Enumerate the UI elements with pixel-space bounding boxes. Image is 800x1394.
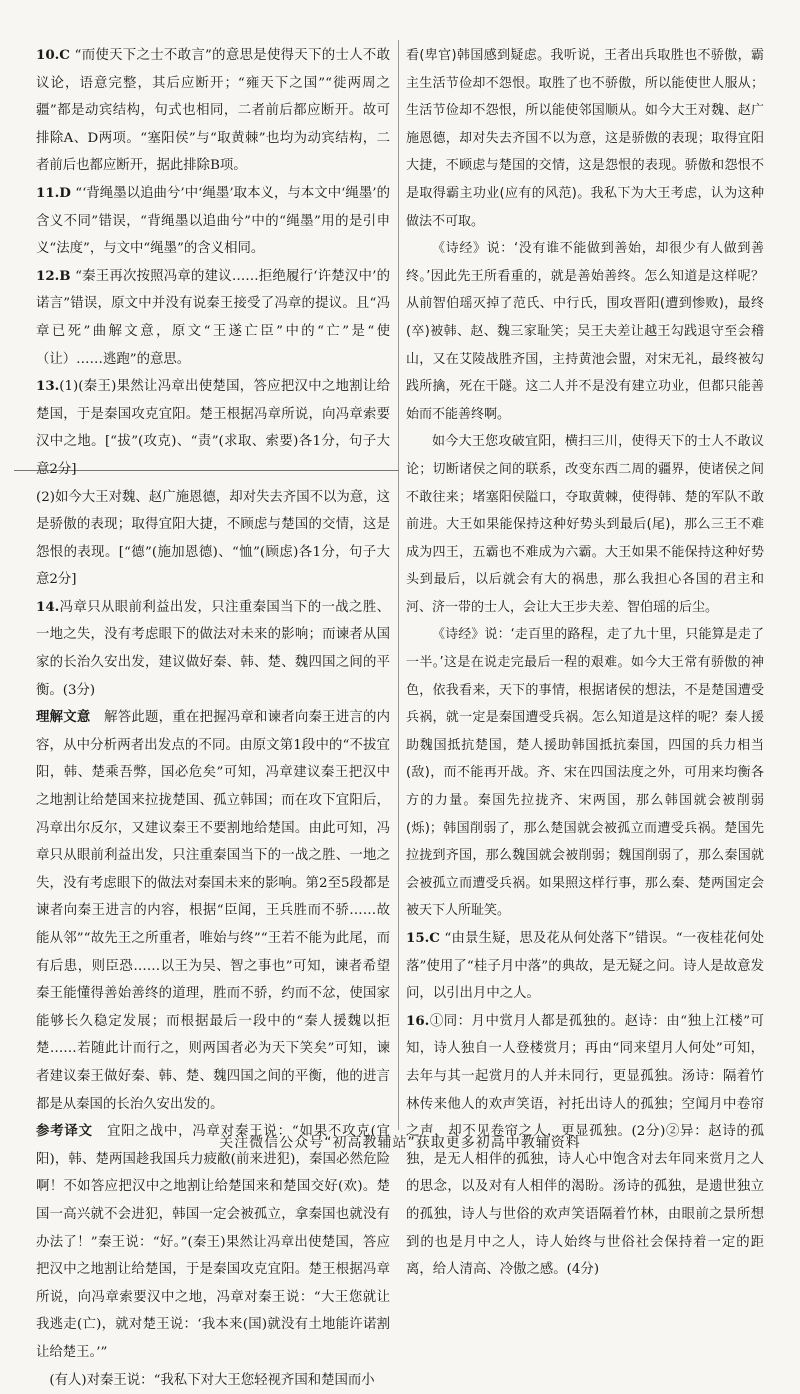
answer-16: 16.①同：月中赏月人都是孤独的。赵诗：由“独上江楼”可知，诗人独自一人登楼赏月；再由“同来望月人何处”可知，去年与其一起赏月的人并未同行，更显孤独。汤诗：隔着竹林传来他人的欢声笑语，衬托出诗人的孤独；空闻月中卷帘之声，却不见卷帘之人，更显孤独。(2分)②异：赵诗的孤独，是无人相伴的孤独，诗人心中饱含对去年同来赏月之人的思念，以及对有人相伴的渴盼。汤诗的孤独，是遗世独立的孤独，诗人与世俗的欢声笑语隔着竹林，由眼前之景所想到的也是月中之人，诗人始终与世俗社会保持着一定的距离，给人清高、冷傲之感。(4分) [406,1008,764,1284]
left-column [36,42,390,1394]
answer-13-2: (2)如今大王对魏、赵广施恩德，却对失去齐国不以为意，这是骄傲的表现；取得宜阳大捷，不顾虑与楚国的交情，这是怨恨的表现。[“德”(施加恩德)、“恤”(顾虑)各1分，句子大意2分] [36,484,390,594]
answer-10: 10.C “而使天下之士不敢言”的意思是使得天下的士人不敢议论，语意完整，其后应断开；“雍天下之国”“徙两周之疆”都是动宾结构，句式也相同，二者前后都应断开。故可排除A、D两项。“塞阳侯”与“取黄棘”也均为动宾结构，二者前后也都应断开，据此排除B项。 [36,42,390,180]
translation-para-4: 《诗经》说：‘走百里的路程，走了九十里，只能算是走了一半。’这是在说走完最后一程的艰难。如今大王常有骄傲的神色，依我看来，天下的事情，根据诸侯的想法，不是楚国遭受兵祸，就一定是秦国遭受兵祸。怎么知道是这样的呢？秦人援助魏国抵抗楚国，楚人援助韩国抵抗秦国，四国的兵力相当(敌)，而不能再开战。齐、宋在四国法度之外，可用来均衡各方的力量。秦国先拉拢齐、宋两国，那么韩国就会被削弱(烁)；韩国削弱了，那么楚国就会被孤立而遭受兵祸。楚国先拉拢到齐国，那么魏国就会被削弱；魏国削弱了，那么秦国就会被孤立而遭受兵祸。如果照这样行事，那么秦、楚两国定会被天下人所耻笑。 [406,621,764,925]
column-divider [398,40,399,1130]
translation-continued: (有人)对秦王说：“我私下对大王您轻视齐国和楚国而小 [36,1367,390,1394]
translation-para-1: 看(卑官)韩国感到疑虑。我听说，王者出兵取胜也不骄傲，霸主生活节俭却不怨恨。取胜了也不骄傲，所以能使世人服从；生活节俭却不怨恨，所以能使邻国顺从。如今大王对魏、赵广施恩德，却对失去齐国不以为意，这是骄傲的表现；取得宜阳大捷，不顾虑与楚国的交情，这是怨恨的表现。骄傲和怨恨不是取得霸主功业(应有的风范)。我私下为大王考虑，认为这种做法不可取。 [406,42,764,235]
right-column [406,42,764,1284]
answer-12: 12.B “秦王再次按照冯章的建议……拒绝履行‘许楚汉中’的诺言”错误，原文中并没有说秦王接受了冯章的提议。且“冯章已死”曲解文意，原文“王遂亡臣”中的“亡”是“使（让）……逃跑”的意思。 [36,263,390,373]
answer-11: 11.D “‘背绳墨以追曲兮’中‘绳墨’取本义，与本文中‘绳墨’的含义不同”错误，“背绳墨以追曲兮”中的“绳墨”用的是引申义“法度”，与文中“绳墨”的含义相同。 [36,180,390,263]
translation-para-2: 《诗经》说：‘没有谁不能做到善始，却很少有人做到善终。’因此先王所看重的，就是善始善终。怎么知道是这样呢？从前智伯瑶灭掉了范氏、中行氏，围攻晋阳(遭到惨败)，最终(卒)被韩、赵、魏三家耻笑；吴王夫差让越王勾践退守至会稽山，又在艾陵战胜齐国，主持黄池会盟，对宋无礼，最终被勾践所擒，死在干隧。这二人并不是没有建立功业，但都只能善始而不能善终啊。 [406,235,764,428]
answer-13-1: 13.(1)(秦王)果然让冯章出使楚国，答应把汉中之地割让给楚国，于是秦国攻克宜阳。楚王根据冯章所说，向冯章索要汉中之地。[“拔”(攻克)、“责”(求取、索要)各1分，句子大意2分] [36,373,390,483]
answer-14: 14.冯章只从眼前利益出发，只注重秦国当下的一战之胜、一地之失，没有考虑眼下的做法对未来的影响；而谏者从国家的长治久安出发，建议做好秦、韩、楚、魏四国之间的平衡。(3分) [36,594,390,704]
comprehension-note: 理解文意 解答此题，重在把握冯章和谏者向秦王进言的内容，从中分析两者出发点的不同。由原文第1段中的“不拔宜阳，韩、楚乘吾弊，国必危矣”可知，冯章建议秦王把汉中之地割让给楚国来拉拢楚国、孤立韩国；而在攻下宜阳后，冯章出尔反尔，又建议秦王不要割地给楚国。由此可知，冯章只从眼前利益出发，只注重秦国当下的一战之胜、一地之失，没有考虑眼下的做法对秦国未来的影响。第2至5段都是谏者向秦王进言的内容，根据“臣闻，王兵胜而不骄……故能从邻”“故先王之所重者，唯始与终”“王若不能为此尾，而有后患，则臣恐……以王为吴、智之事也”可知，谏者希望秦王能懂得善始善终的道理，胜而不骄，约而不忿，使国家能够长久稳定发展；而根据最后一段中的“秦人援魏以拒楚……若随此计而行之，则两国者必为天下笑矣”可知，谏者建议秦王做好秦、韩、楚、魏四国之间的平衡，他的进言都是从秦国的长治久安出发的。 [36,704,390,1118]
answer-15: 15.C “由景生疑，思及花从何处落下”错误。“一夜桂花何处落”使用了“桂子月中落”的典故，是无疑之问。诗人是故意发问，以引出月中之人。 [406,925,764,1008]
translation-start: 参考译文 宜阳之战中，冯章对秦王说：“如果不攻克(宜阳)，韩、楚两国趁我国兵力疲敝(前来进犯)，秦国必然危险啊！不如答应把汉中之地割让给楚国来和楚国交好(欢)。楚国一高兴就不会进犯，韩国一定会被孤立，拿秦国也就没有办法了！”秦王说：“好。”(秦王)果然让冯章出使楚国，答应把汉中之地割让给楚国，于是秦国攻克宜阳。楚王根据冯章所说，向冯章索要汉中之地，冯章对秦王说：“大王您就让我逃走(亡)，就对楚王说：‘我本来(国)就没有土地能许诺割让给楚王。’” [36,1118,390,1366]
footer-notice: 关注微信公众号“初高教辅站”获取更多初高中教辅资料 [0,1132,800,1152]
translation-para-3: 如今大王您攻破宜阳，横扫三川，使得天下的士人不敢议论；切断诸侯之间的联系，改变东西二周的疆界，使诸侯之间不敢往来；堵塞阳侯隘口，夺取黄棘，使得韩、楚的军队不敢前进。大王如果能保持这种好势头到最后(尾)，那么三王不难成为四王，五霸也不难成为六霸。大王如果不能保持这种好势头到最后，以后就会有大的祸患，那么我担心各国的君主和河、济一带的士人，会让大王步夫差、智伯瑶的后尘。 [406,428,764,621]
